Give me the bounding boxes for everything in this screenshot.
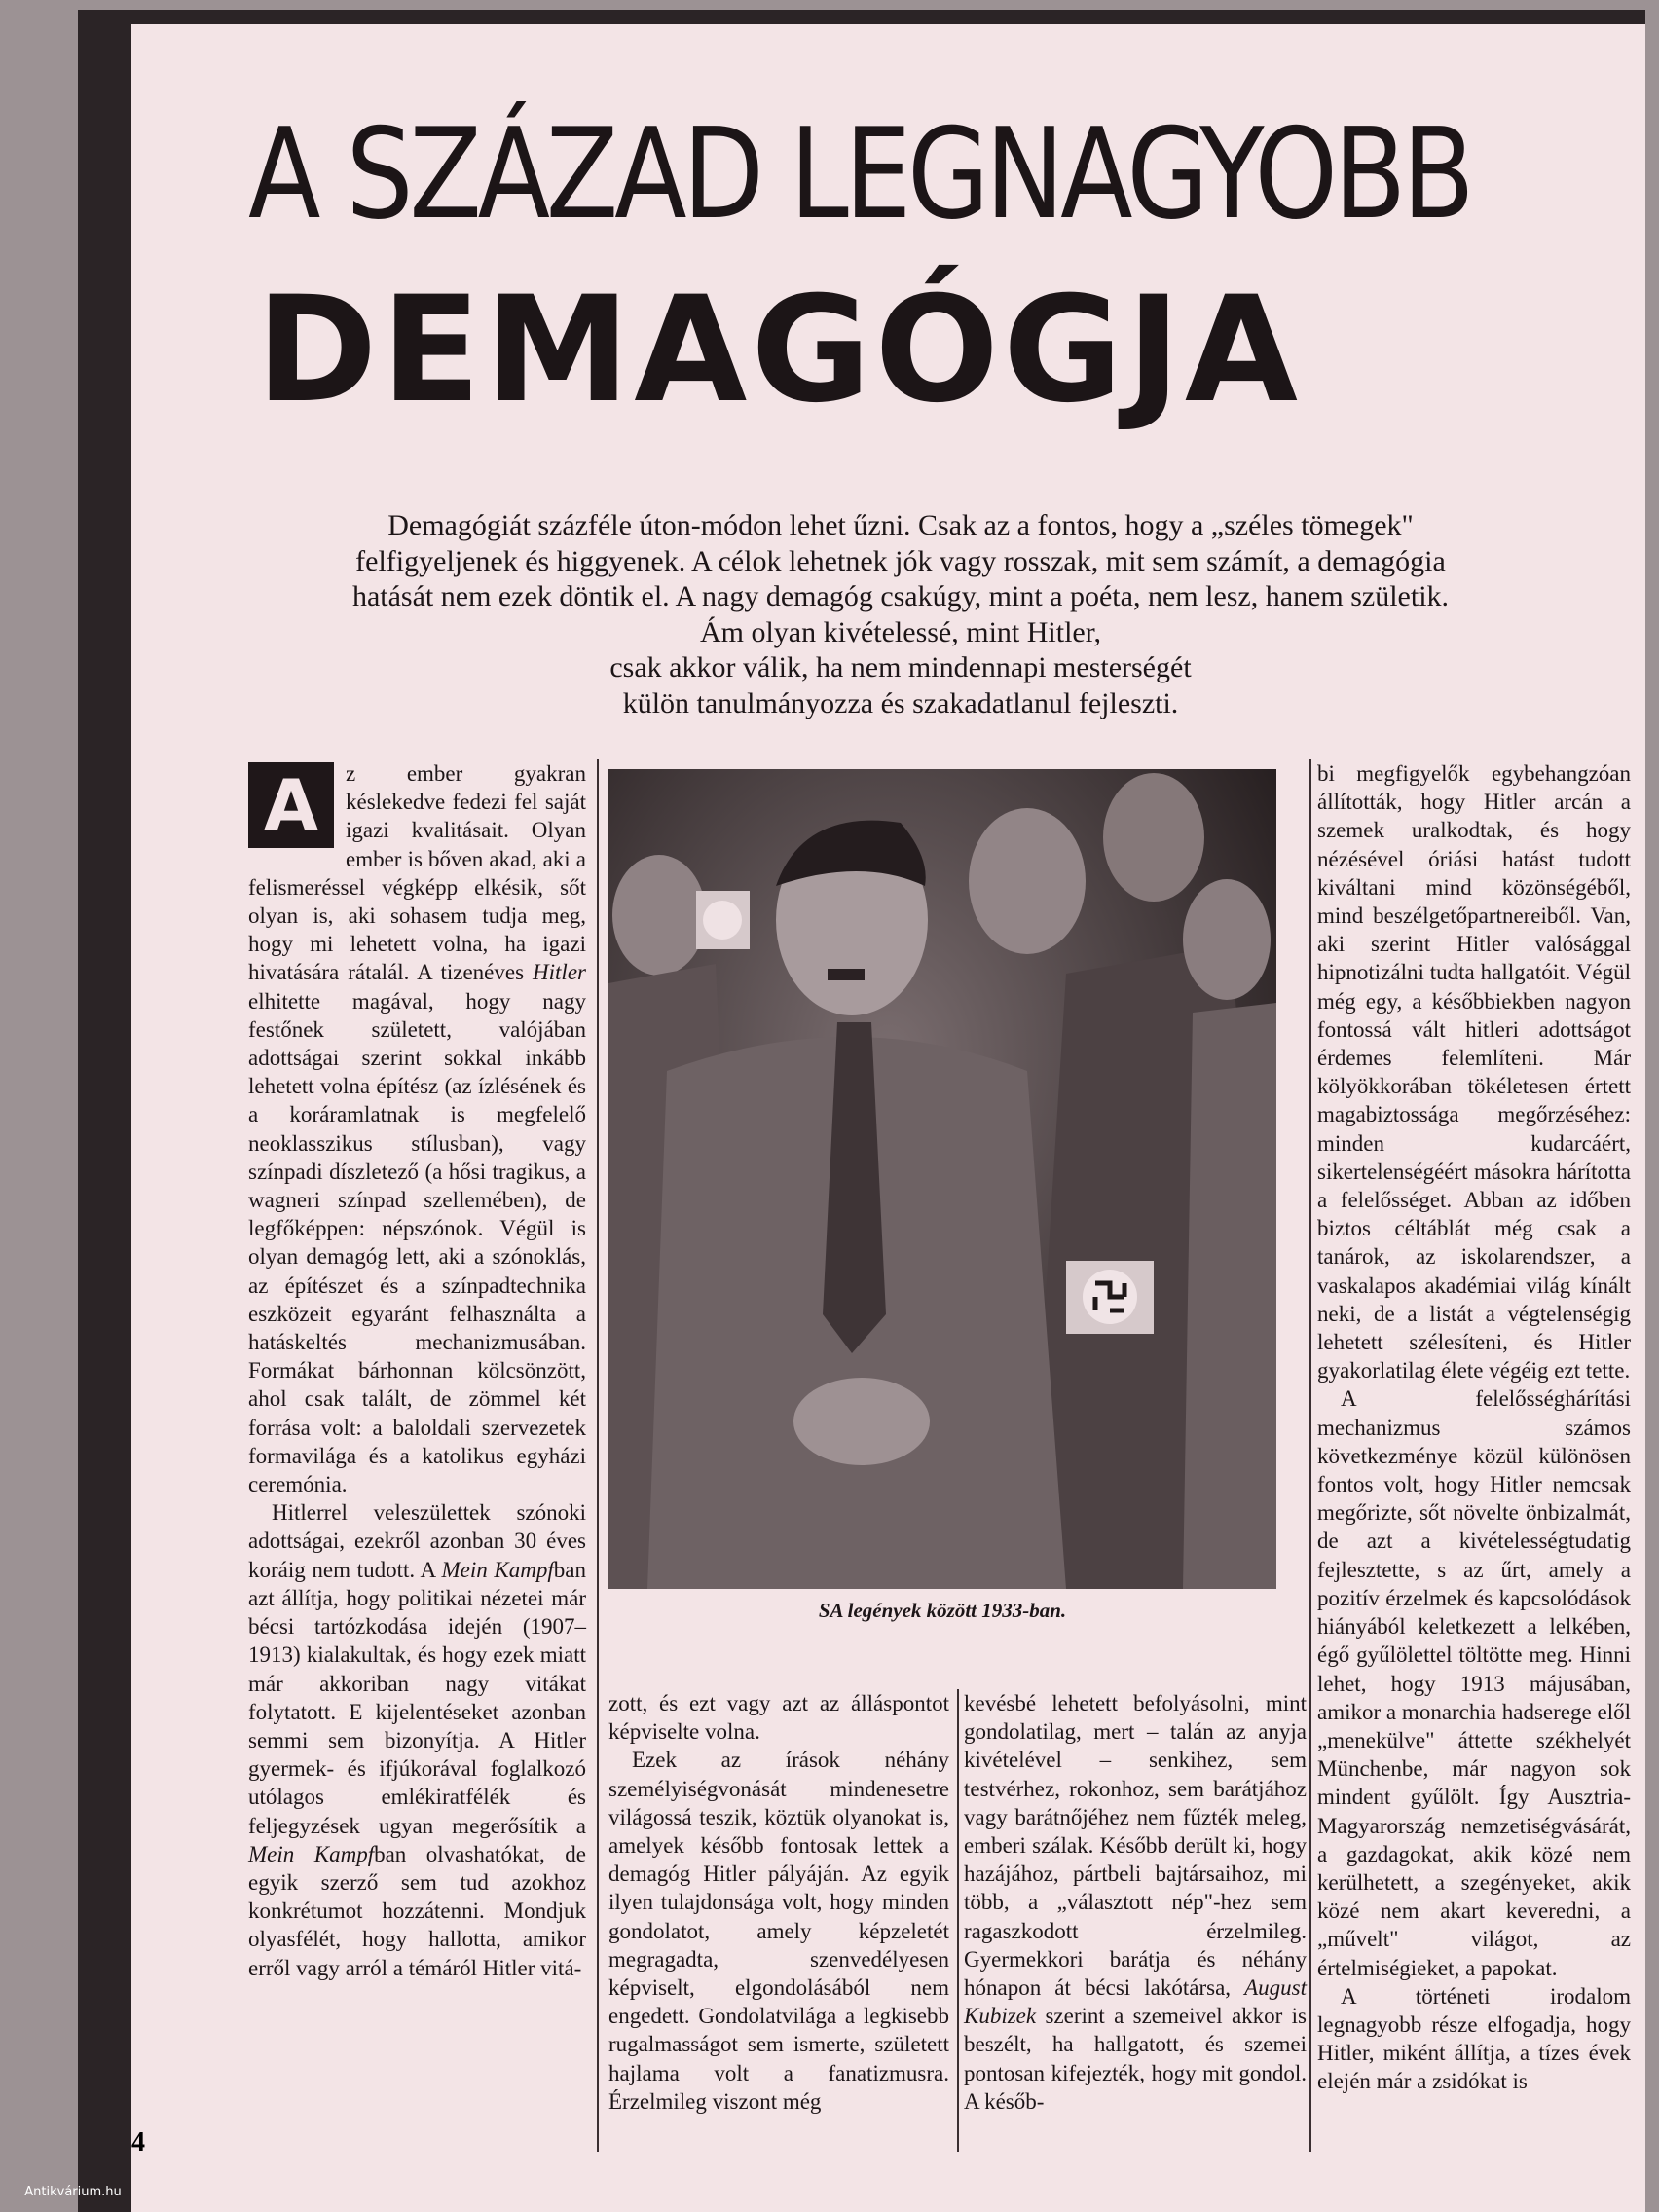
headline-line-2: DEMAGÓGJA	[256, 266, 1302, 435]
text-run: Hitlerrel veleszülettek szónoki adottságai, ezekről azonban 30 éves koráig nem tudott. A	[248, 1500, 586, 1582]
lead-line: hatását nem ezek döntik el. A nagy demagóg csakúgy, mint a poéta, nem lesz, hanem születik.	[351, 580, 1450, 612]
italic-book-title: Mein Kampf	[441, 1557, 554, 1582]
watermark-text: Antikvárium.hu	[24, 2185, 122, 2199]
article-paragraph: zott, és ezt vagy azt az álláspontot képviselte volna.	[608, 1691, 949, 1745]
lead-line: külön tanulmányozza és szakadatlanul fejleszti.	[622, 686, 1179, 719]
magazine-page	[131, 24, 1645, 2212]
lead-paragraph	[307, 508, 1494, 721]
drop-cap: A	[248, 762, 334, 848]
article-paragraph: A történeti irodalom legnagyobb része elfogadja, hogy Hitler, miként állítja, a tízes évek elején már a zsidókat is	[1317, 1983, 1631, 2094]
article-paragraph	[964, 1689, 1307, 2116]
text-run: ban azt állítja, hogy politikai nézetei már bécsi tartózkodása idején (1907–1913) kialakultak, és hogy ezek miatt már akkoriban nagy vitákat folytatott. E kijelentéseket azonban semmi sem bizonyítja. A Hitler gyermek- és ifjúkorával foglalkozó utólagos emlékiratfélék és feljegyzések ugyan megerősítik a	[248, 1557, 586, 1838]
article-column-3	[964, 1689, 1307, 2116]
historical-photo	[608, 769, 1276, 1589]
column-rule	[957, 1689, 959, 2152]
lead-line: felfigyeljenek és higgyenek. A célok lehetnek jók vagy rosszak, mit sem számít, a demagógia	[355, 544, 1446, 577]
article-column-4	[1317, 759, 1631, 2096]
page-number: 4	[131, 2127, 145, 2157]
italic-name: Hitler	[533, 960, 586, 985]
column-rule	[597, 759, 599, 2152]
lead-line: Ám olyan kivételessé, mint Hitler,	[699, 615, 1102, 648]
article-column-2	[608, 1689, 949, 2116]
column-rule	[1309, 759, 1311, 2152]
headline-line-1: A SZÁZAD LEGNAGYOBB	[248, 102, 1471, 247]
article-paragraph: bi megfigyelők egybehangzóan állították, hogy Hitler arcán a szemek uralkodtak, és hogy nézésével óriási hatást tudott kiváltani mind közönségéből, mind beszélgetőpartnereiből. Van, aki szerint Hitler valósággal hipnotizálni tudta hallgatóit. Végül még egy, a későbbiekben nagyon fontossá vált hitleri adottságot érdemes felemlíteni. Már kölyökkorában tökéletesen értett magabiztossága megőrzéséhez: minden kudarcáért, sikertelenségéért másokra hárította a felelősséget. Abban az időben biztos céltáblát még csak a tanárok, az iskolarendszer, a vaskalapos akadémiai világ kínált neki, de a listát a végtelenségig lehetett szélesíteni, és Hitler gyakorlatilag élete végéig ezt tette.	[1317, 761, 1631, 1383]
article-paragraph: Ezek az írások néhány személyiségvonását mindenesetre világossá teszik, köztük olyanokat is, amelyek később fontosak lettek a demagóg Hitler pályáján. Az egyik ilyen tulajdonsága volt, hogy minden gondolatot, amely képzeletét megragadta, szenvedélyesen képviselt, elgondolásából nem engedett. Gondolatvilága a legkisebb rugalmasságot sem ismerte, született hajlama volt a fanatizmusra. Érzelmileg viszont még	[608, 1748, 949, 2114]
photo-caption: SA legények között 1933-ban.	[818, 1599, 1067, 1622]
article-paragraph: A felelősséghárítási mechanizmus számos következménye közül különösen fontos volt, hogy Hitler nemcsak megőrizte, sőt növelte önbizalmát, de azt a kivételességtudatig fejlesztette, s az űrt, amely a pozitív érzelmek és kapcsolódások hiányából keletkezett a lelkében, égő gyűlölettel töltötte meg. Hinni lehet, hogy 1913 májusában, amikor a monarchia hadserege elől „menekülve" áttette székhelyét Münchenbe, már nagyon sok mindent gyűlölt. Így Ausztria-Magyarország nemzetiségvásárát, a gazdagokat, akik közé nem kerülhetett, a szegényeket, akik közé nem akart keveredni, a „művelt" világot, az értelmiségieket, a papokat.	[1317, 1386, 1631, 1980]
text-run: z ember gyakran késlekedve fedezi fel saját igazi kvalitásait. Olyan ember is bőven akad, aki a felismeréssel végképp elkésik, sőt olyan is, aki sohasem tudja meg, hogy mi lehetett volna, ha igazi hivatására rátalál. A tizenéves	[248, 761, 586, 985]
article-paragraph	[248, 759, 586, 1498]
italic-name: August Kubizek	[964, 1975, 1307, 2029]
lead-line: csak akkor válik, ha nem mindennapi mesterségét	[609, 651, 1192, 683]
photo-illustration	[608, 769, 1276, 1589]
article-paragraph	[248, 1498, 586, 1981]
text-run: kevésbé lehetett befolyásolni, mint gondolatilag, mert – talán az anyja kivételével – senkihez, sem testvérhez, rokonhoz, sem barátjához vagy barátnőjéhez nem fűzték meleg, emberi szálak. Később derült ki, hogy hazájához, pártbeli bajtársaihoz, mi több, a „választott nép"-hez sem ragaszkodott érzelmileg. Gyermekkori barátja és néhány hónapon át bécsi lakótársa,	[964, 1691, 1307, 2001]
article-column-1	[248, 759, 586, 1982]
text-run: elhitette magával, hogy nagy festőnek született, valójában adottságai szerint sokkal inkább lehetett volna építész (az ízlésének és a koráramlatnak is megfelelő neoklasszikus stílusban), vagy színpadi díszletező (a hősi tragikus, a wagneri színpad szellemében), de legfőképpen: népszónok. Végül is olyan demagóg lett, aki a szónoklás, az építészet és a színpadtechnika eszközeit egyaránt felhasználta a hatáskeltés mechanizmusában. Formákat bárhonnan kölcsönzött, ahol csak talált, de zömmel két forrása volt: a baloldali szervezetek formavilága és a katolikus egyházi ceremónia.	[248, 988, 586, 1497]
lead-line: Demagógiát százféle úton-módon lehet űzni. Csak az a fontos, hogy a „széles tömegek"	[387, 509, 1414, 541]
text-run: ban olvashatókat, de egyik szerző sem tud azokhoz konkrétumot hozzátenni. Mondjuk olyasfélét, hogy hallotta, amikor erről vagy arról a témáról Hitler vitá-	[248, 1841, 586, 1980]
italic-book-title: Mein Kampf	[248, 1841, 375, 1866]
text-run: szerint a szemeivel akkor is beszélt, ha hallgatott, és szemei pontosan kifejezték, hogy mit gondol. A későb-	[964, 2004, 1307, 2114]
